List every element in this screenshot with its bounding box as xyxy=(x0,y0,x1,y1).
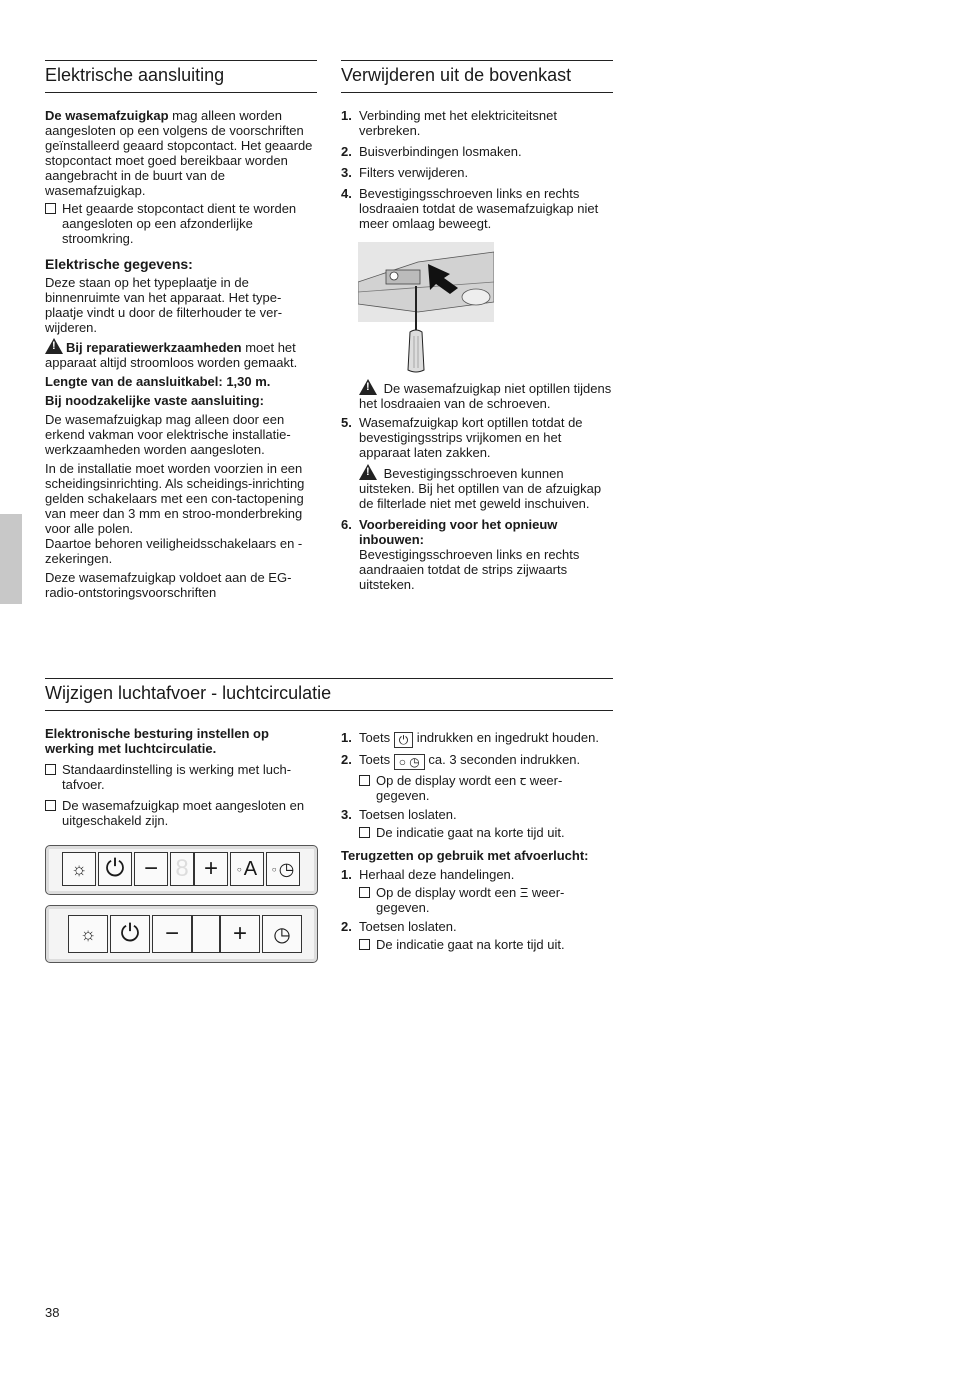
checkbox-icon xyxy=(45,764,56,775)
subheading: Terugzetten op gebruik met afvoerlucht: xyxy=(341,848,589,863)
indicator-dot-icon: ○ xyxy=(271,864,277,874)
checkbox-item: Op de display wordt een Ξ weer-gegeven. xyxy=(359,885,613,915)
checkbox-icon xyxy=(359,887,370,898)
section-tab xyxy=(0,514,22,604)
checkbox-icon xyxy=(359,939,370,950)
light-icon: ☼ xyxy=(70,858,88,879)
install-text: In de installatie moet worden voorzien in een scheidingsinrichting. Als scheidings-inrichting gelden schakelaars met een con-tactopening van meer dan 3 mm en stroo-monderbreking voor alle polen. xyxy=(45,461,305,536)
checkbox-item: Standaardinstelling is werking met luch-tafvoer. xyxy=(45,762,317,792)
cable-length: Lengte van de aansluitkabel: 1,30 m. xyxy=(45,374,271,389)
checkbox-item: Op de display wordt een ꞇ weer-gegeven. xyxy=(359,773,613,803)
bottom-left xyxy=(45,726,317,828)
intro-paragraph: De wasemafzuigkap mag alleen worden aangesloten op een volgens de voorschriften geïnstalleerd geaard stopcontact. Het geaarde stopcontact moet goed bereikbaar worden aangebracht in de buurt van de wasemafzuigkap. xyxy=(45,108,313,198)
minus-icon: − xyxy=(164,920,179,947)
repair-warning: !Bij reparatiewerkzaamheden moet het apparaat altijd stroomloos worden gemaakt. xyxy=(45,338,317,370)
warning-icon xyxy=(45,338,63,354)
blank-display xyxy=(192,915,220,953)
power-icon: ⏻ xyxy=(394,732,414,748)
data-text: Deze staan op het typeplaatje in de binnenruimte van het apparaat. Het type-plaatje vindt u door de filterhouder te ver-wijderen. xyxy=(45,275,283,335)
install-text-2: Daartoe behoren veiligheidsschakelaars en -zekeringen. xyxy=(45,536,303,566)
timer-button[interactable] xyxy=(262,915,302,953)
minus-button[interactable] xyxy=(152,915,192,953)
checkbox-item: Het geaarde stopcontact dient te worden aangesloten op een afzonderlijke stroomkring. xyxy=(45,201,317,246)
mode-display: ○ A xyxy=(230,852,264,886)
step-item: 3. Filters verwijderen. xyxy=(341,165,469,180)
control-panel-basic xyxy=(45,905,318,963)
step-item: 2. Buisverbindingen losmaken. xyxy=(341,144,522,159)
plus-icon: + xyxy=(232,920,247,947)
level-display: 8 xyxy=(170,852,194,886)
section-title: Wijzigen luchtafvoer - luchtcirculatie xyxy=(45,678,613,711)
checkbox-item: De indicatie gaat na korte tijd uit. xyxy=(359,825,613,840)
step-item: 1. Herhaal deze handelingen. xyxy=(341,867,515,882)
power-icon: ⏻ xyxy=(105,855,125,882)
timer-icon: ○ ◷ xyxy=(394,754,425,770)
step-item: 2. Toetsen loslaten. xyxy=(341,919,457,934)
plus-icon: + xyxy=(203,855,218,882)
section-title: Verwijderen uit de bovenkast xyxy=(341,60,613,93)
checkbox-icon xyxy=(45,203,56,214)
screwdriver-illustration xyxy=(358,242,494,374)
checkbox-item: De indicatie gaat na korte tijd uit. xyxy=(359,937,613,952)
warning-1: ! De wasemafzuigkap niet optillen tijdens het losdraaien van de schroeven. xyxy=(359,379,613,411)
timer-icon: ◷ xyxy=(278,858,295,879)
right-column xyxy=(341,60,613,237)
plus-button[interactable] xyxy=(220,915,260,953)
step-item: 1. Verbinding met het elektriciteitsnet verbreken. xyxy=(341,108,557,138)
light-button[interactable] xyxy=(62,852,96,886)
step-item: 2. Toets ○ ◷ ca. 3 seconden indrukken. xyxy=(341,752,581,769)
step-item: 6. Voorbereiding voor het opnieuw inbouwen: Bevestigingsschroeven links en rechts aandraaien totdat de strips zijwaarts uitsteken. xyxy=(341,517,580,592)
timer-icon: ◷ xyxy=(273,923,291,946)
fixed-text: De wasemafzuigkap mag alleen door een erkend vakman voor elektrische installatie-werkzaamheden worden aangesloten. xyxy=(45,412,291,457)
step-item: 3. Toetsen loslaten. xyxy=(341,807,457,822)
bottom-right xyxy=(341,730,613,952)
power-icon: ⏻ xyxy=(120,920,140,947)
section-title: Elektrische aansluiting xyxy=(45,60,317,93)
minus-icon: − xyxy=(143,855,158,882)
timer-button[interactable] xyxy=(266,852,300,886)
checkbox-icon xyxy=(45,800,56,811)
subheading: Elektrische gegevens: xyxy=(45,256,193,272)
warning-2: ! Bevestigingsschroeven kunnen uitsteken. Bij het optillen van de afzuigkap de filterlade niet met geweld inschuiven. xyxy=(359,466,601,511)
warning-icon xyxy=(359,464,377,480)
indicator-dot-icon: ○ xyxy=(236,864,242,874)
step-item: 1. Toets ⏻ indrukken en ingedrukt houden. xyxy=(341,730,599,747)
light-icon: ☼ xyxy=(79,923,97,944)
checkbox-icon xyxy=(359,775,370,786)
checkbox-item: De wasemafzuigkap moet aangesloten en uitgeschakeld zijn. xyxy=(45,798,317,828)
light-button[interactable] xyxy=(68,915,108,953)
right-column-cont xyxy=(359,379,613,411)
power-button[interactable] xyxy=(98,852,132,886)
minus-button[interactable] xyxy=(134,852,168,886)
fixed-heading: Bij noodzakelijke vaste aansluiting: xyxy=(45,393,264,408)
warning-icon xyxy=(359,379,377,395)
power-button[interactable] xyxy=(110,915,150,953)
step-item: 5. Wasemafzuigkap kort optillen totdat de bevestigingsstrips vrijkomen en het apparaat laten zakken. ! Bevestigingsschroeven kunnen uitsteken. Bij het optillen van de afzuigkap de filterlade niet met geweld inschuiven. xyxy=(341,415,613,511)
checkbox-icon xyxy=(359,827,370,838)
subheading: Elektronische besturing instellen op werking met luchtcirculatie. xyxy=(45,726,269,756)
control-panel-display xyxy=(45,845,318,895)
bottom-section xyxy=(45,678,613,711)
left-column xyxy=(45,60,317,600)
plus-button[interactable] xyxy=(194,852,228,886)
eg-text: Deze wasemafzuigkap voldoet aan de EG-radio-ontstoringsvoorschriften xyxy=(45,570,292,600)
page-number: 38 xyxy=(45,1305,60,1320)
right-column-cont2 xyxy=(341,415,613,598)
step-item: 4. Bevestigingsschroeven links en rechts losdraaien totdat de wasemafzuigkap niet meer omlaag beweegt. xyxy=(341,186,599,231)
